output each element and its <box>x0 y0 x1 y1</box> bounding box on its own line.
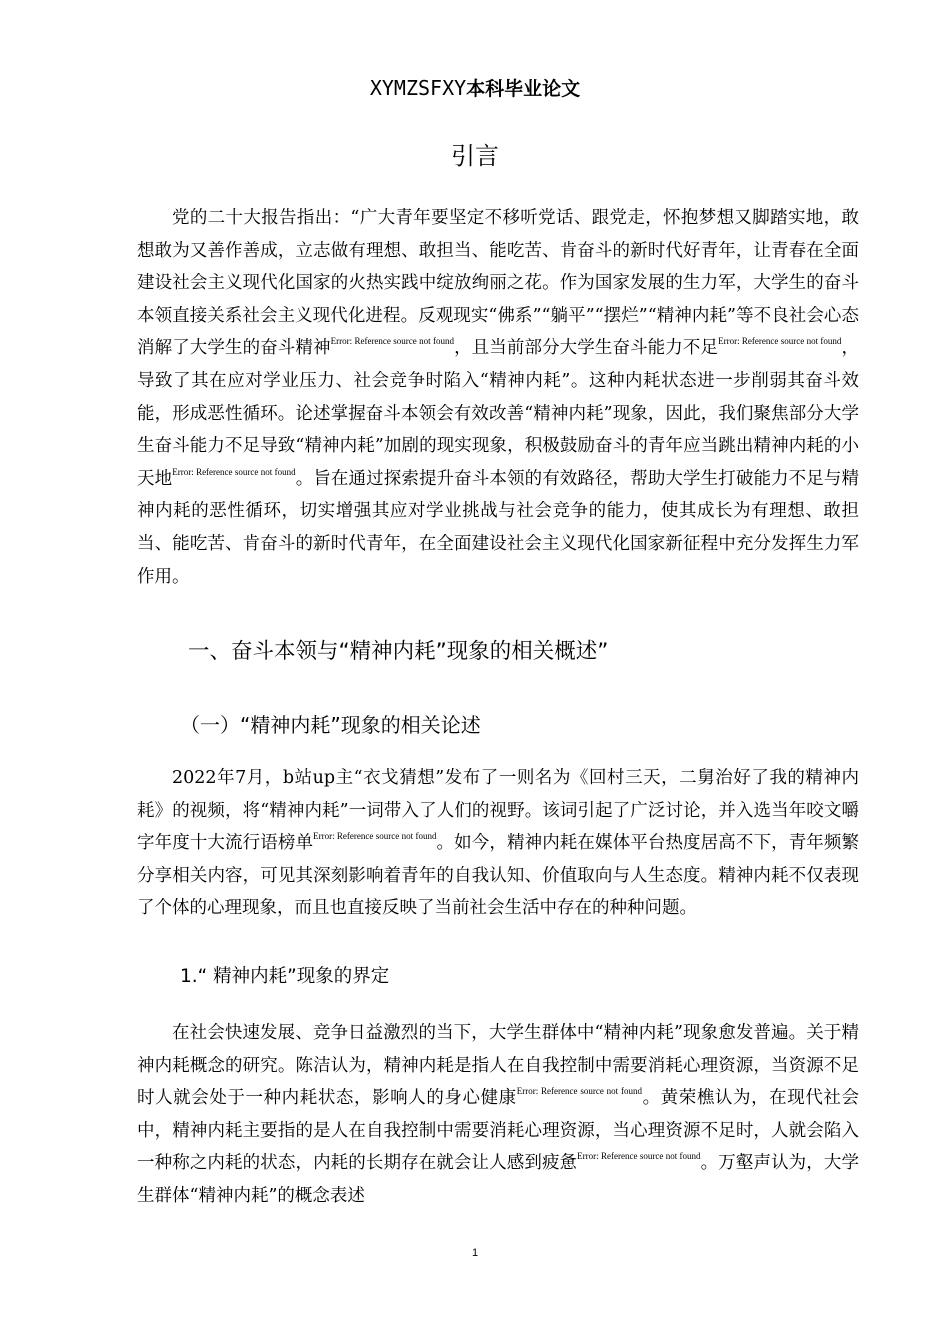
para2-text-2: 。如今，精神内耗在媒体平台热度居高不下，青年频繁分享相关内容，可见其深刻影响着青年的自我认知、价值取向与人生态度。精神内耗不仅表现了个体的心理现象，而且也直接反映了当前社会生活中存在的种种问题。 <box>137 833 860 919</box>
para2-text-1: 2022年7月，b站up主“衣戈猜想”发布了一则名为《回村三天，二舅治好了我的精神内耗》的视频，将“精神内耗”一词带入了人们的视野。该词引起了广泛讨论，并入选当年咬文嚼字年度十大流行语榜单 <box>137 768 859 854</box>
running-header <box>0 74 950 101</box>
intro-text-4: 。旨在通过探索提升奋斗本领的有效路径，帮助大学生打破能力不足与精神内耗的恶性循环，切实增强其应对学业挑战与社会竞争的能力，使其成长为有理想、敢担当、能吃苦、肯奋斗的新时代青年，在全面建设社会主义现代化国家新征程中充分发挥生力军作用。 <box>137 468 859 587</box>
para3-text-3: 。万壑声认为，大学生群体“精神内耗”的概念表述 <box>137 1153 860 1206</box>
reference-error-4: Error: Reference source not found <box>313 831 437 842</box>
intro-paragraph <box>137 202 859 593</box>
heading-level-3: 1.“ 精神内耗”现象的界定 <box>180 966 390 987</box>
section-title: 引言 <box>451 142 499 170</box>
reference-error-5: Error: Reference source not found <box>516 1086 643 1097</box>
heading-level-1: 一、奋斗本领与“精神内耗”现象的相关概述” <box>188 639 609 664</box>
header-label: 本科毕业论文 <box>466 78 581 100</box>
para3-text-1: 在社会快速发展、竞争日益激烈的当下，大学生群体中“精神内耗”现象愈发普遍。关于精神内耗概念的研究。陈洁认为，精神内耗是指人在自我控制中需要消耗心理资源，当资源不足时人就会处于一种内耗状态，影响人的身心健康 <box>137 1023 859 1109</box>
paragraph-2 <box>137 762 859 925</box>
intro-text-3: ，导致了其在应对学业压力、社会竞争时陷入“精神内耗”。这种内耗状态进一步削弱其奋斗效能，形成恶性循环。论述掌握奋斗本领会有效改善“精神内耗”现象，因此，我们聚焦部分大学生奋斗能力不足导致“精神内耗”加剧的现实现象，积极鼓励奋斗的青年应当跳出精神内耗的小天地 <box>137 338 860 489</box>
reference-error-2: Error: Reference source not found <box>718 336 842 347</box>
reference-error-6: Error: Reference source not found <box>577 1151 701 1162</box>
intro-text-1: 党的二十大报告指出：“广大青年要坚定不移听党话、跟党走，怀抱梦想又脚踏实地，敢想敢为又善作善成，立志做有理想、敢担当、能吃苦、肯奋斗的新时代好青年，让青春在全面建设社会主义现代化国家的火热实践中绽放绚丽之花。作为国家发展的生力军，大学生的奋斗本领直接关系社会主义现代化进程。反观现实“佛系”“躺平”“摆烂”“精神内耗”等不良社会心态消解了大学生的奋斗精神 <box>137 208 859 359</box>
page-number: 1 <box>471 1247 479 1259</box>
header-code: XYMZSFXY <box>369 76 467 100</box>
reference-error-3: Error: Reference source not found <box>172 466 296 477</box>
paragraph-3 <box>137 1017 859 1213</box>
para3-text-2: 。黄荣樵认为，在现代社会中，精神内耗主要指的是人在自我控制中需要消耗心理资源，当心理资源不足时，人就会陷入一种称之内耗的状态，内耗的长期存在就会让人感到疲惫 <box>137 1088 860 1174</box>
intro-text-2: ，且当前部分大学生奋斗能力不足 <box>453 338 719 359</box>
heading-level-2: （一）“精神内耗”现象的相关论述 <box>180 713 481 737</box>
reference-error-1: Error: Reference source not found <box>330 336 454 347</box>
